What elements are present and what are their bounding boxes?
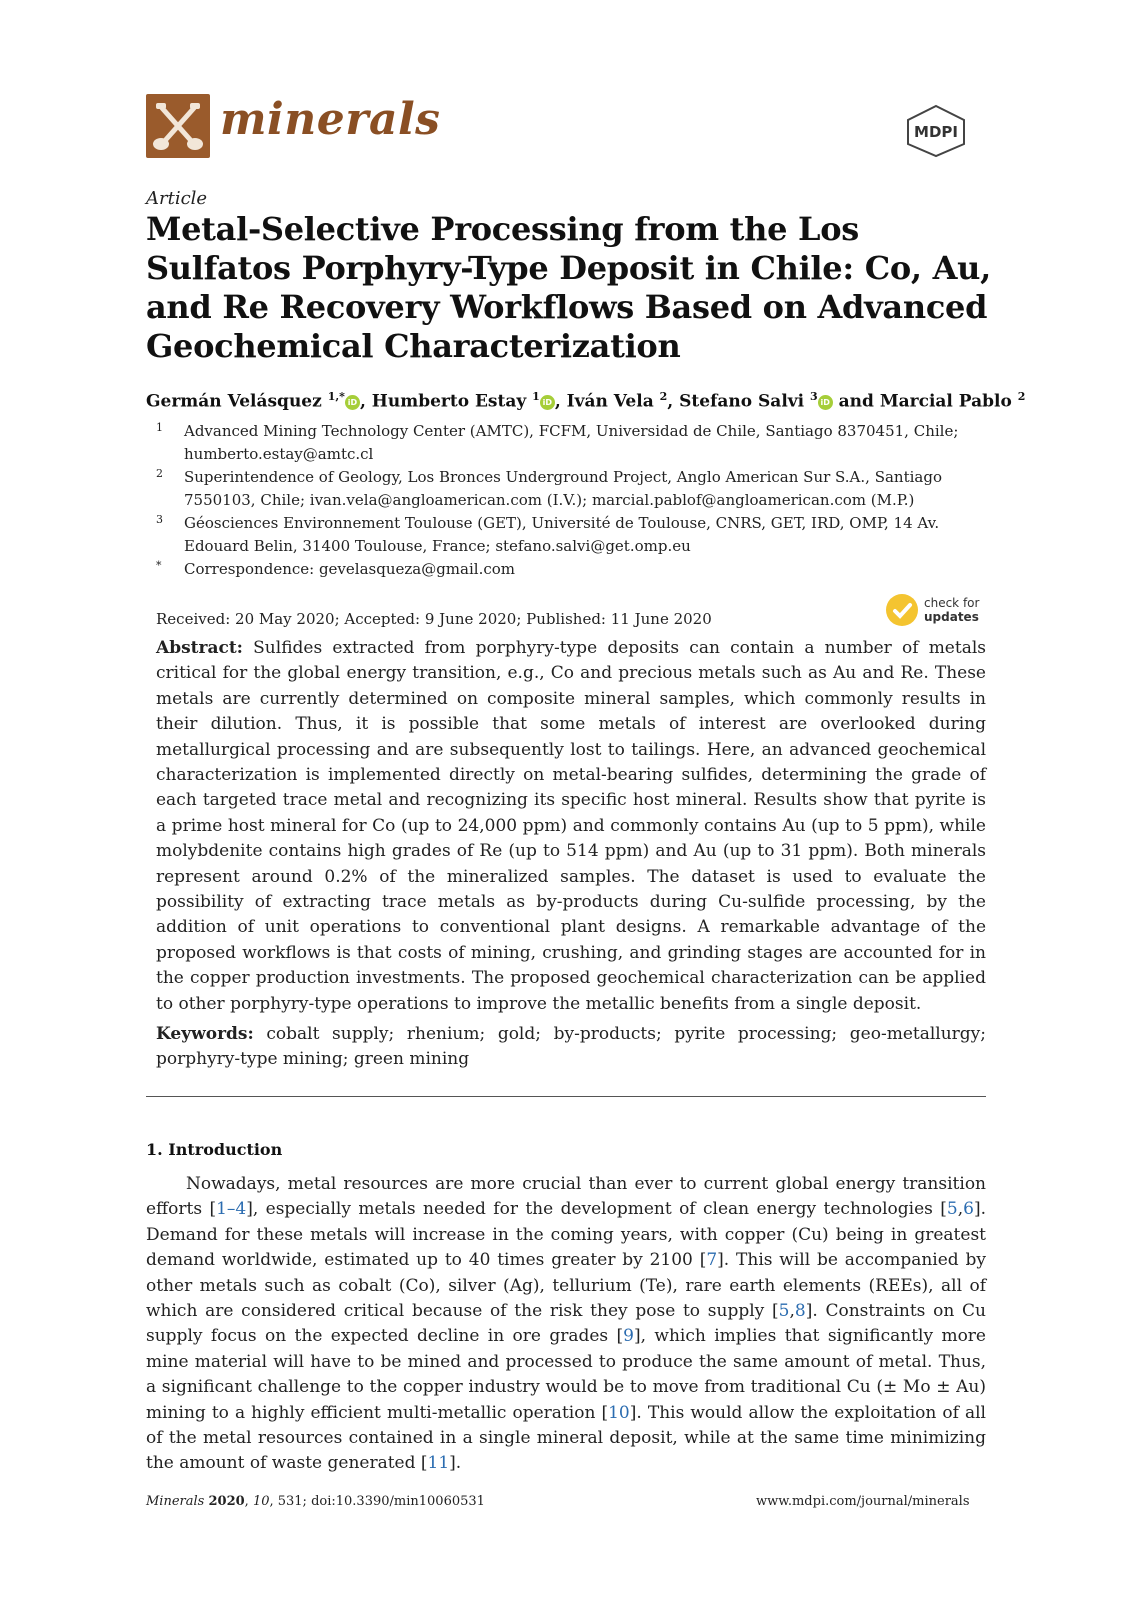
citation-link[interactable]: 9 xyxy=(623,1326,634,1347)
citation-link[interactable]: 1–4 xyxy=(216,1199,247,1220)
paragraph-text: ], which implies that significantly more mine material will have to be mined and processed to produce the same amount of metal. Thus, a significant challenge to the copper industry would be to move from traditional Cu (± Mo ± Au) mining to a highly efficient multi-metallic operation [ xyxy=(146,1326,986,1423)
paragraph-text: ]. This will be accompanied by other metals such as cobalt (Co), silver (Ag), tellurium (Te), rare earth elements (REEs), all of which are considered critical because of the risk they pose to supply [ xyxy=(146,1250,986,1322)
correspondence: * Correspondence: gevelasqueza@gmail.com xyxy=(156,559,515,578)
orcid-icon[interactable]: iD xyxy=(818,395,833,410)
citation-link[interactable]: 8 xyxy=(794,1301,806,1322)
author-name: Stefano Salvi xyxy=(679,391,805,412)
publisher-name: MDPI xyxy=(914,123,958,141)
crossed-shovels-icon xyxy=(146,94,210,158)
citation-link[interactable]: 10 xyxy=(608,1402,630,1423)
publication-dates: Received: 20 May 2020; Accepted: 9 June 2020; Published: 11 June 2020 xyxy=(156,610,712,628)
orcid-icon[interactable]: iD xyxy=(540,395,555,410)
paragraph-text: ]. This would allow the exploitation of all of the metal resources contained in a single mineral deposit, while at the same time minimizing the amount of waste generated [ xyxy=(146,1402,986,1474)
abstract-text: Sulfides extracted from porphyry-type deposits can contain a number of metals critical for the global energy transition, e.g., Co and precious metals such as Au and Re. These metals are currently determined on composite mineral samples, which commonly results in their dilution. Thus, it is possible that some metals of interest are overlooked during metallurgical processing and are subsequently lost to tailings. Here, an advanced geochemical characterization is implemented directly on metal-bearing sulfides, determining the grade of each targeted trace metal and recognizing its specific host mineral. Results show that pyrite is a prime host mineral for Co (up to 24,000 ppm) and commonly contains Au (up to 5 ppm), while molybdenite contains high grades of Re (up to 514 ppm) and Au (up to 31 ppm). Both minerals represent around 0.2% of the mineralized samples. The dataset is used to evaluate the possibility of extracting trace metals as by-products during Cu-sulfide processing, by the addition of unit operations to conventional plant designs. A remarkable advantage of the proposed workflows is that costs of mining, crushing, and grinding stages are accounted for in the copper production investments. The proposed geochemical characterization can be applied to other porphyry-type operations to improve the metallic benefits from a single deposit. xyxy=(156,638,986,1014)
introduction-paragraph xyxy=(146,1172,986,1477)
divider xyxy=(146,1096,986,1097)
citation-footer: Minerals 2020, 10, 531; doi:10.3390/min10060531 xyxy=(146,1494,485,1509)
check-updates-button[interactable]: check for updates xyxy=(886,594,986,630)
author-name: Germán Velásquez xyxy=(146,391,322,412)
paragraph-text: ], especially metals needed for the development of clean energy technologies [ xyxy=(246,1199,947,1220)
abstract xyxy=(156,636,986,1017)
journal-url-link[interactable]: www.mdpi.com/journal/minerals xyxy=(756,1494,970,1509)
journal-name: minerals xyxy=(220,94,441,145)
abstract-label: Abstract: xyxy=(156,638,243,658)
page-title: Metal-Selective Processing from the Los Sulfatos Porphyry-Type Deposit in Chile: Co, Au, and Re Recovery Workflows Based on Advanced Geochemical Characterization xyxy=(146,210,991,365)
author-name: Iván Vela xyxy=(566,391,654,412)
affiliation: 2 Superintendence of Geology, Los Bronces Underground Project, Anglo American Sur S.A., Santiago 7550103, Chile; ivan.vela@angloamerican.com (I.V.); marcial.pablof@angloamerican.com (M.P.) xyxy=(156,467,942,509)
keywords xyxy=(156,1022,986,1073)
keywords-label: Keywords: xyxy=(156,1024,254,1044)
section-heading: 1. Introduction xyxy=(146,1140,283,1159)
affiliation: 3 Géosciences Environnement Toulouse (GET), Université de Toulouse, CNRS, GET, IRD, OMP, 14 Av. Edouard Belin, 31400 Toulouse, France; stefano.salvi@get.omp.eu xyxy=(156,513,940,555)
paragraph-text: Nowadays, metal resources are more crucial than ever to current global energy transition efforts [ xyxy=(146,1174,986,1220)
paragraph-text: , xyxy=(957,1199,964,1220)
author-name: Humberto Estay xyxy=(371,391,527,412)
citation-link[interactable]: 5 xyxy=(778,1301,790,1322)
paragraph-text: ]. Demand for these metals will increase in the coming years, with copper (Cu) being in greatest demand worldwide, estimated up to 40 times greater by 2100 [ xyxy=(146,1199,986,1271)
affiliation: 1 Advanced Mining Technology Center (AMTC), FCFM, Universidad de Chile, Santiago 8370451, Chile; humberto.estay@amtc.cl xyxy=(156,421,959,463)
checkmark-icon xyxy=(886,594,918,626)
paragraph-text: ]. xyxy=(449,1453,462,1474)
author-name: Marcial Pablo xyxy=(879,391,1012,412)
citation-link[interactable]: 5 xyxy=(946,1199,958,1220)
citation-link[interactable]: 6 xyxy=(963,1199,974,1220)
paragraph-text: , xyxy=(789,1301,795,1322)
affiliations xyxy=(156,420,996,581)
citation-link[interactable]: 7 xyxy=(706,1250,718,1271)
author-list: Germán Velásquez $^{1,*}$ iD , Humberto Estay $^1$ iD , Iván Vela $^2$, Stefano Salvi $^3$ iD and Marcial Pablo $^2$ xyxy=(146,390,1026,412)
paragraph-text: ]. Constraints on Cu supply focus on the expected decline in ore grades [ xyxy=(146,1301,986,1347)
orcid-icon[interactable]: iD xyxy=(345,395,360,410)
citation-link[interactable]: 11 xyxy=(427,1453,450,1474)
publisher-logo xyxy=(904,104,968,162)
keywords-text: cobalt supply; rhenium; gold; by-products; pyrite processing; geo-metallurgy; porphyry-type mining; green mining xyxy=(156,1024,987,1070)
article-type: Article xyxy=(146,188,208,209)
journal-logo xyxy=(146,94,210,158)
